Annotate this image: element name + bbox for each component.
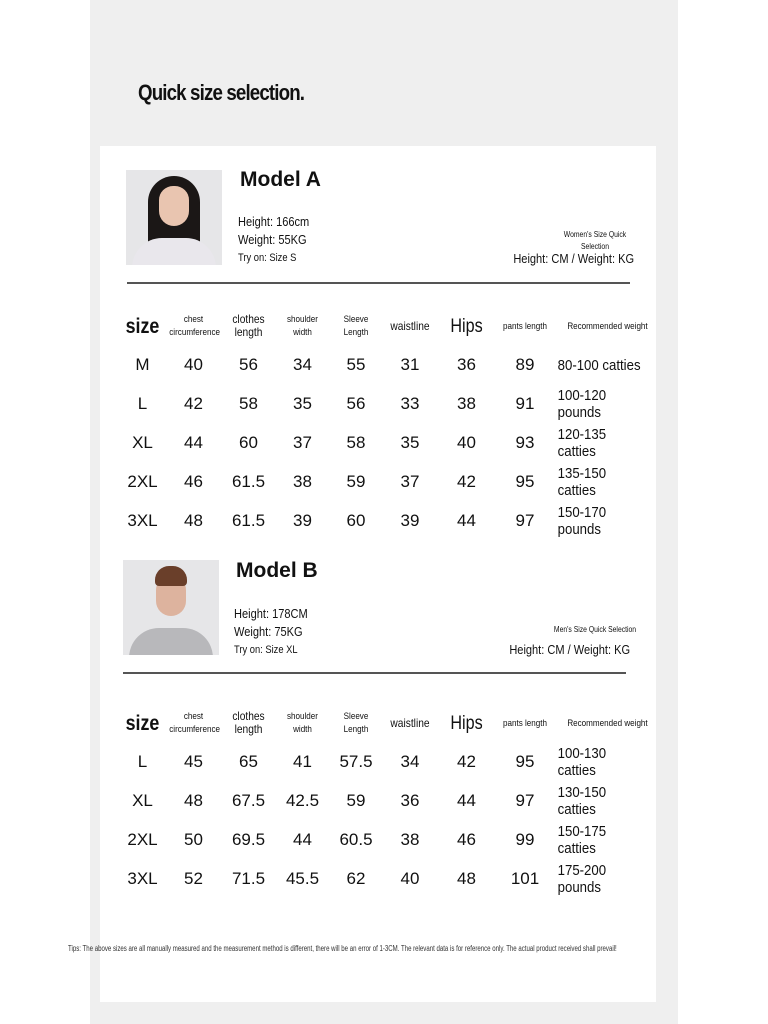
table-cell: 61.5 — [231, 510, 266, 530]
table-cell: 80-100 catties — [557, 356, 641, 374]
column-header: clothes length — [232, 312, 265, 339]
model-a-info — [238, 213, 309, 267]
table-cell: 42.5 — [285, 791, 320, 811]
column-header: Sleeve Length — [343, 314, 369, 338]
table-cell: 56 — [346, 394, 366, 414]
table-cell: 45 — [184, 752, 203, 772]
model-b-units: Height: CM / Weight: KG — [509, 642, 630, 657]
table-cell: 91 — [515, 394, 535, 414]
table-cell: 36 — [457, 355, 476, 375]
model-b-height: Height: 178CM — [234, 606, 308, 621]
divider — [123, 672, 626, 674]
divider — [127, 282, 630, 284]
table-cell: 37 — [400, 471, 420, 491]
model-a-height: Height: 166cm — [238, 214, 310, 229]
table-cell: 42 — [184, 394, 203, 414]
table-cell: 39 — [400, 510, 420, 530]
table-cell: 93 — [515, 432, 535, 452]
table-cell: 71.5 — [231, 868, 266, 888]
table-header — [120, 703, 660, 743]
table-cell: L — [137, 394, 148, 414]
table-cell: 33 — [400, 394, 420, 414]
table-row — [120, 821, 660, 860]
table-cell: 35 — [293, 394, 312, 414]
table-cell: 44 — [457, 791, 476, 811]
table-row — [120, 743, 660, 782]
table-cell: 40 — [184, 355, 203, 375]
column-header: pants length — [502, 320, 547, 332]
column-header: waistline — [390, 715, 430, 730]
table-cell: 40 — [400, 868, 420, 888]
table-cell: 37 — [293, 432, 312, 452]
table-cell: 39 — [293, 510, 312, 530]
table-cell: 150-170 pounds — [557, 503, 607, 538]
model-b-name: Model B — [236, 559, 318, 582]
table-cell: 59 — [346, 471, 366, 491]
table-cell: 38 — [293, 471, 312, 491]
tips-note: Tips: The above sizes are all manually measured and the measurement method is different, there will be an error of 1-3CM. The relevant data is for reference only. The actual product received shall prevail! — [68, 944, 617, 953]
table-cell: 135-150 catties — [557, 464, 607, 499]
column-header: Sleeve Length — [343, 711, 369, 735]
table-cell: M — [135, 355, 150, 375]
table-cell: 44 — [293, 829, 312, 849]
table-cell: 60 — [346, 510, 366, 530]
column-header: chest circumference — [169, 711, 220, 735]
table-cell: 2XL — [127, 829, 158, 849]
table-row — [120, 501, 660, 540]
table-cell: L — [137, 752, 148, 772]
table-cell: 65 — [239, 752, 258, 772]
table-cell: 99 — [515, 829, 535, 849]
column-header: Recommended weight — [567, 320, 648, 332]
model-a-name: Model A — [240, 168, 321, 191]
table-cell: 38 — [400, 829, 420, 849]
model-b-size-table — [120, 703, 660, 898]
table-cell: 48 — [457, 868, 476, 888]
column-header: size — [125, 314, 160, 338]
table-cell: 35 — [400, 432, 420, 452]
model-a-size-table — [120, 306, 660, 540]
column-header: clothes length — [232, 709, 265, 736]
table-cell: 36 — [400, 791, 420, 811]
table-cell: 42 — [457, 752, 476, 772]
column-header: Hips — [450, 712, 483, 734]
table-cell: 67.5 — [231, 791, 266, 811]
table-cell: XL — [132, 791, 153, 811]
column-header: shoulder width — [287, 711, 318, 735]
table-cell: 101 — [510, 868, 540, 888]
table-cell: 50 — [184, 829, 203, 849]
table-cell: 52 — [184, 868, 203, 888]
table-row — [120, 859, 660, 898]
table-cell: 44 — [184, 432, 203, 452]
table-cell: 2XL — [127, 471, 158, 491]
table-cell: 120-135 catties — [557, 425, 607, 460]
table-cell: 46 — [457, 829, 476, 849]
table-cell: 48 — [184, 510, 203, 530]
table-cell: 61.5 — [231, 471, 266, 491]
table-cell: 69.5 — [231, 829, 266, 849]
table-cell: 42 — [457, 471, 476, 491]
table-cell: 3XL — [127, 868, 158, 888]
page-title: Quick size selection. — [138, 80, 305, 105]
table-row — [120, 424, 660, 463]
table-cell: 41 — [293, 752, 312, 772]
table-cell: 40 — [457, 432, 476, 452]
table-cell: 34 — [293, 355, 312, 375]
table-cell: 48 — [184, 791, 203, 811]
table-cell: 3XL — [127, 510, 158, 530]
table-cell: 44 — [457, 510, 476, 530]
model-a-photo — [126, 170, 222, 265]
table-cell: 60 — [239, 432, 258, 452]
table-cell: 58 — [346, 432, 366, 452]
table-cell: 150-175 catties — [557, 822, 607, 857]
table-cell: 58 — [239, 394, 258, 414]
table-row — [120, 346, 660, 385]
column-header: chest circumference — [169, 314, 220, 338]
table-cell: 31 — [400, 355, 420, 375]
model-b-weight: Weight: 75KG — [234, 624, 303, 639]
table-cell: 55 — [346, 355, 366, 375]
model-b-try-on: Try on: Size XL — [234, 644, 298, 656]
table-cell: 175-200 pounds — [557, 861, 607, 896]
table-cell: 95 — [515, 752, 535, 772]
table-cell: 46 — [184, 471, 203, 491]
column-header: waistline — [390, 318, 430, 333]
model-a-quick-label: Women's Size Quick Selection — [563, 230, 627, 251]
column-header: pants length — [502, 717, 547, 729]
column-header: Recommended weight — [567, 717, 648, 729]
column-header: shoulder width — [287, 314, 318, 338]
table-cell: 62 — [346, 868, 366, 888]
model-a-weight: Weight: 55KG — [238, 232, 307, 247]
table-cell: 57.5 — [339, 752, 373, 772]
table-row — [120, 782, 660, 821]
table-cell: 59 — [346, 791, 366, 811]
table-cell: 34 — [400, 752, 420, 772]
table-row — [120, 462, 660, 501]
model-a-units: Height: CM / Weight: KG — [513, 251, 634, 266]
column-header: size — [125, 711, 160, 735]
table-cell: 100-130 catties — [557, 745, 607, 780]
model-b-photo — [123, 560, 219, 655]
table-cell: 100-120 pounds — [557, 387, 607, 422]
model-b-info — [234, 605, 308, 659]
model-a-try-on: Try on: Size S — [238, 252, 297, 264]
table-row — [120, 385, 660, 424]
table-cell: 97 — [515, 791, 535, 811]
table-cell: 38 — [457, 394, 476, 414]
table-cell: 89 — [515, 355, 535, 375]
table-cell: 56 — [239, 355, 258, 375]
table-cell: 45.5 — [285, 868, 320, 888]
table-cell: XL — [132, 432, 153, 452]
table-cell: 60.5 — [339, 829, 373, 849]
table-cell: 130-150 catties — [557, 784, 607, 819]
table-header — [120, 306, 660, 346]
model-b-quick-label: Men's Size Quick Selection — [553, 625, 637, 634]
column-header: Hips — [450, 315, 483, 337]
table-cell: 97 — [515, 510, 535, 530]
table-cell: 95 — [515, 471, 535, 491]
